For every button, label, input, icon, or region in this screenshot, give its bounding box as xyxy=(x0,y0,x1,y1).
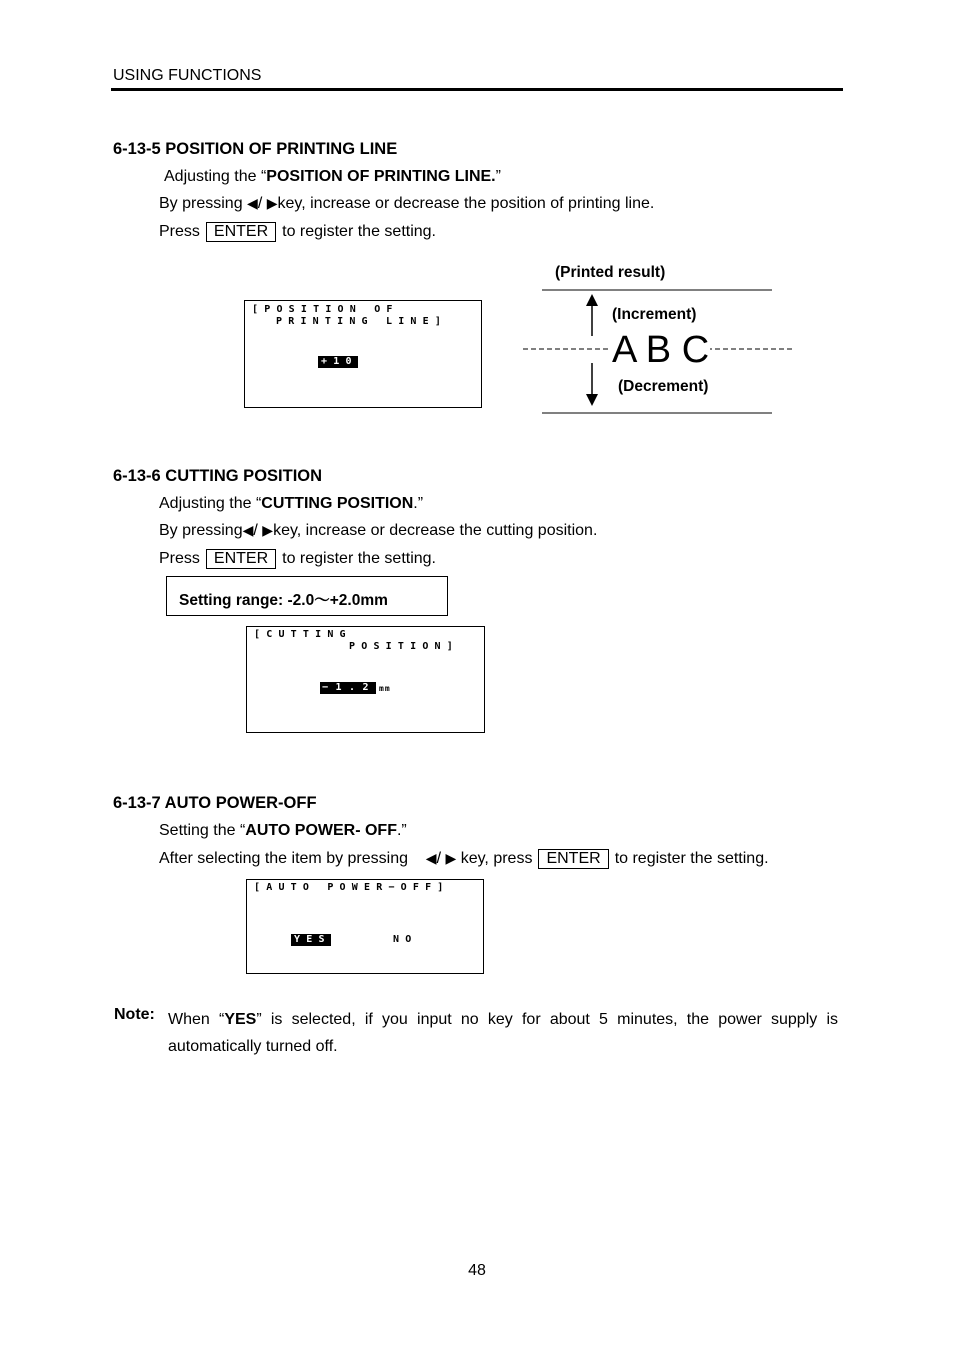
s7-after-mid: key, press xyxy=(460,850,533,867)
note-text xyxy=(168,1006,838,1060)
s6-intro-bold: CUTTING POSITION xyxy=(261,495,414,512)
s7-after-pre: After selecting the item by pressing xyxy=(159,850,409,867)
lcd-line-1: [CUTTING xyxy=(254,629,352,640)
lcd-value: −1.2 xyxy=(322,682,377,693)
lcd-no-option: NO xyxy=(393,934,418,945)
s6-intro-post: .” xyxy=(413,495,424,512)
s6-intro xyxy=(159,495,423,513)
s6-enter-pre: Press xyxy=(159,550,200,567)
note-bold: YES xyxy=(224,1011,257,1028)
decrement-label: (Decrement) xyxy=(618,378,709,395)
s7-intro-bold: AUTO POWER- OFF xyxy=(245,822,397,839)
s5-intro-bold: POSITION OF PRINTING LINE. xyxy=(266,168,496,185)
running-header: USING FUNCTIONS xyxy=(113,67,262,84)
enter-key: ENTER xyxy=(206,549,276,569)
s7-intro-pre: Setting the “ xyxy=(159,822,246,839)
setting-range-text: Setting range: -2.0～+2.0mm xyxy=(179,592,388,609)
lcd-cutting-position xyxy=(246,626,485,733)
lcd-line-1: [AUTO POWER−OFF] xyxy=(254,882,450,893)
lcd-line-2: PRINTING LINE] xyxy=(276,316,448,327)
lcd-yes-option: YES xyxy=(291,934,331,946)
s6-intro-pre: Adjusting the “ xyxy=(159,495,262,512)
up-arrow-icon xyxy=(586,294,598,306)
s6-enter-instruction xyxy=(159,549,436,569)
right-arrow-key-icon: ▶ xyxy=(262,522,274,538)
note-post: ” is selected, if you input no key for about 5 minutes, the power supply is automatically turned off. xyxy=(168,1011,838,1055)
s5-enter-pre: Press xyxy=(159,223,200,240)
s5-press-pre: By pressing xyxy=(159,195,243,212)
section-heading-position-of-printing-line: 6-13-5 POSITION OF PRINTING LINE xyxy=(113,140,398,158)
s5-enter-post: to register the setting. xyxy=(282,223,436,240)
lcd-line-2: POSITION] xyxy=(349,641,459,652)
left-arrow-key-icon: ◀ xyxy=(247,195,258,211)
s6-press-post: key, increase or decrease the cutting position. xyxy=(273,522,598,539)
s6-press-pre: By pressing xyxy=(159,522,243,539)
printed-result-label: (Printed result) xyxy=(555,264,666,281)
s7-enter-post: to register the setting. xyxy=(614,850,769,867)
lcd-auto-power-off xyxy=(246,879,484,974)
left-arrow-key-icon: ◀ xyxy=(425,850,437,866)
s5-press-post: key, increase or decrease the position of printing line. xyxy=(277,195,655,212)
right-arrow-key-icon: ▶ xyxy=(266,195,278,211)
right-arrow-key-icon: ▶ xyxy=(445,850,457,866)
section-heading-cutting-position: 6-13-6 CUTTING POSITION xyxy=(113,467,323,485)
slash: / xyxy=(253,522,258,539)
slash: / xyxy=(257,195,263,212)
s5-intro xyxy=(164,168,501,186)
s5-intro-post: ” xyxy=(495,168,501,185)
lcd-position-of-printing-line xyxy=(244,300,482,408)
note-pre: When “ xyxy=(168,1011,225,1028)
header-rule xyxy=(111,88,843,91)
setting-range-box xyxy=(166,576,448,616)
s5-press-instruction xyxy=(159,195,654,213)
down-arrow-icon xyxy=(586,394,598,406)
lcd-unit: mm xyxy=(379,684,391,693)
page-number: 48 xyxy=(468,1262,486,1279)
slash: / xyxy=(436,850,442,867)
s5-enter-instruction xyxy=(159,222,436,242)
increment-label: (Increment) xyxy=(612,306,697,323)
section-heading-auto-power-off: 6-13-7 AUTO POWER-OFF xyxy=(113,794,317,812)
enter-key: ENTER xyxy=(206,222,276,242)
note-label: Note: xyxy=(114,1006,155,1023)
s7-intro-post: .” xyxy=(396,822,407,839)
s5-intro-pre: Adjusting the “ xyxy=(164,168,267,185)
left-arrow-key-icon: ◀ xyxy=(242,522,254,538)
lcd-value: +10 xyxy=(318,356,358,368)
sample-print-text: A B C xyxy=(612,329,710,371)
s6-press-instruction xyxy=(159,522,597,540)
s7-instruction xyxy=(159,849,769,869)
lcd-line-1: [POSITION OF xyxy=(252,304,399,315)
enter-key: ENTER xyxy=(538,849,608,869)
s7-intro xyxy=(159,822,407,840)
s6-enter-post: to register the setting. xyxy=(282,550,436,567)
